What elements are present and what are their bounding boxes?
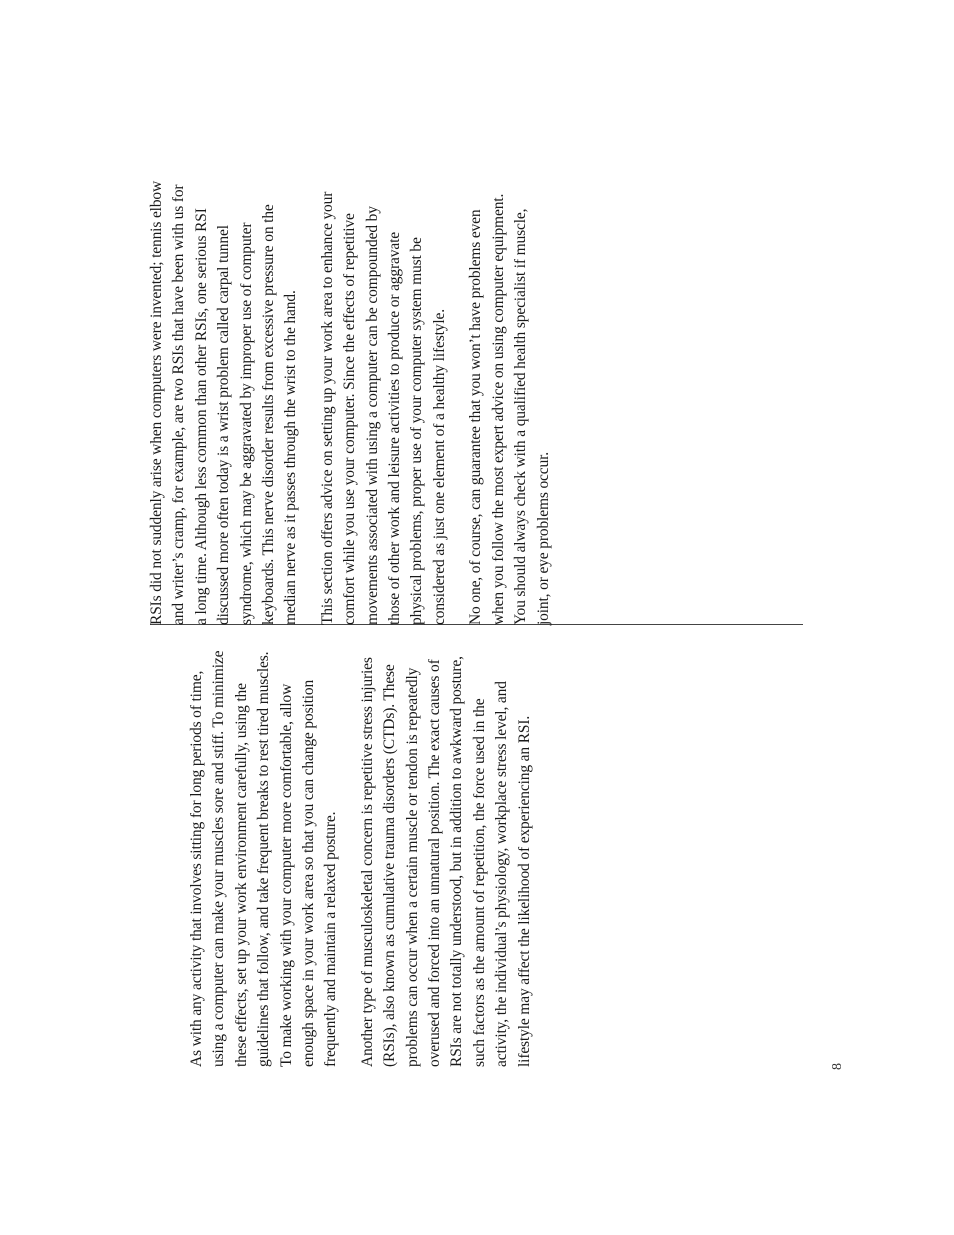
paragraph: Another type of musculoskeletal concern is repetitive stress injuries (RSIs), also known as cumulative trauma disorders (CTDs). These problems can occur when a certain muscle or tendon is repeatedly overused and forced into an unnatural position. The exact causes of RSIs are not totally understood, but in addition to awkward posture, such factors as the amount of repetition, the force used in the activity, the individual’s physiology, workplace stress level, and lifestyle may affect the likelihood of experiencing an RSI. bbox=[358, 656, 533, 1067]
paragraph: This section offers advice on setting up your work area to enhance your comfort while you use your computer. Since the effects of repetitive movements associated with using a computer can be compounded by those of other work and leisure activities to produce or aggravate physical problems, proper use of your computer system must be considered as just one element of a healthy lifestyle. bbox=[318, 191, 448, 625]
page-number: 8 bbox=[830, 1063, 845, 1070]
paragraph: No one, of course, can guarantee that you won’t have problems even when you follow the most expert advice on using computer equipment. You should always check with a qualified health specialist if muscle, joint, or eye problems occur. bbox=[467, 193, 552, 625]
paragraph: RSIs did not suddenly arise when computers were invented; tennis elbow and writer’s cramp, for example, are two RSIs that have been with us for a long time. Although less common than other RSIs, one serious RSI discussed more often today is a wrist problem called carpal tunnel syndrome, which may be aggravated by improper use of computer keyboards. This nerve disorder results from excessive pressure on the median nerve as it passes through the wrist to the hand. bbox=[148, 180, 300, 625]
paragraph: As with any activity that involves sitting for long periods of time, using a computer can make your muscles sore and stiff. To minimize these effects, set up your work environment carefully, using the guidelines that follow, and take frequent breaks to rest tired muscles. To make working with your computer more comfortable, allow enough space in your work area so that you can change position frequently and maintain a relaxed posture. bbox=[188, 650, 340, 1067]
left-column bbox=[186, 647, 550, 1067]
right-column bbox=[146, 180, 569, 625]
